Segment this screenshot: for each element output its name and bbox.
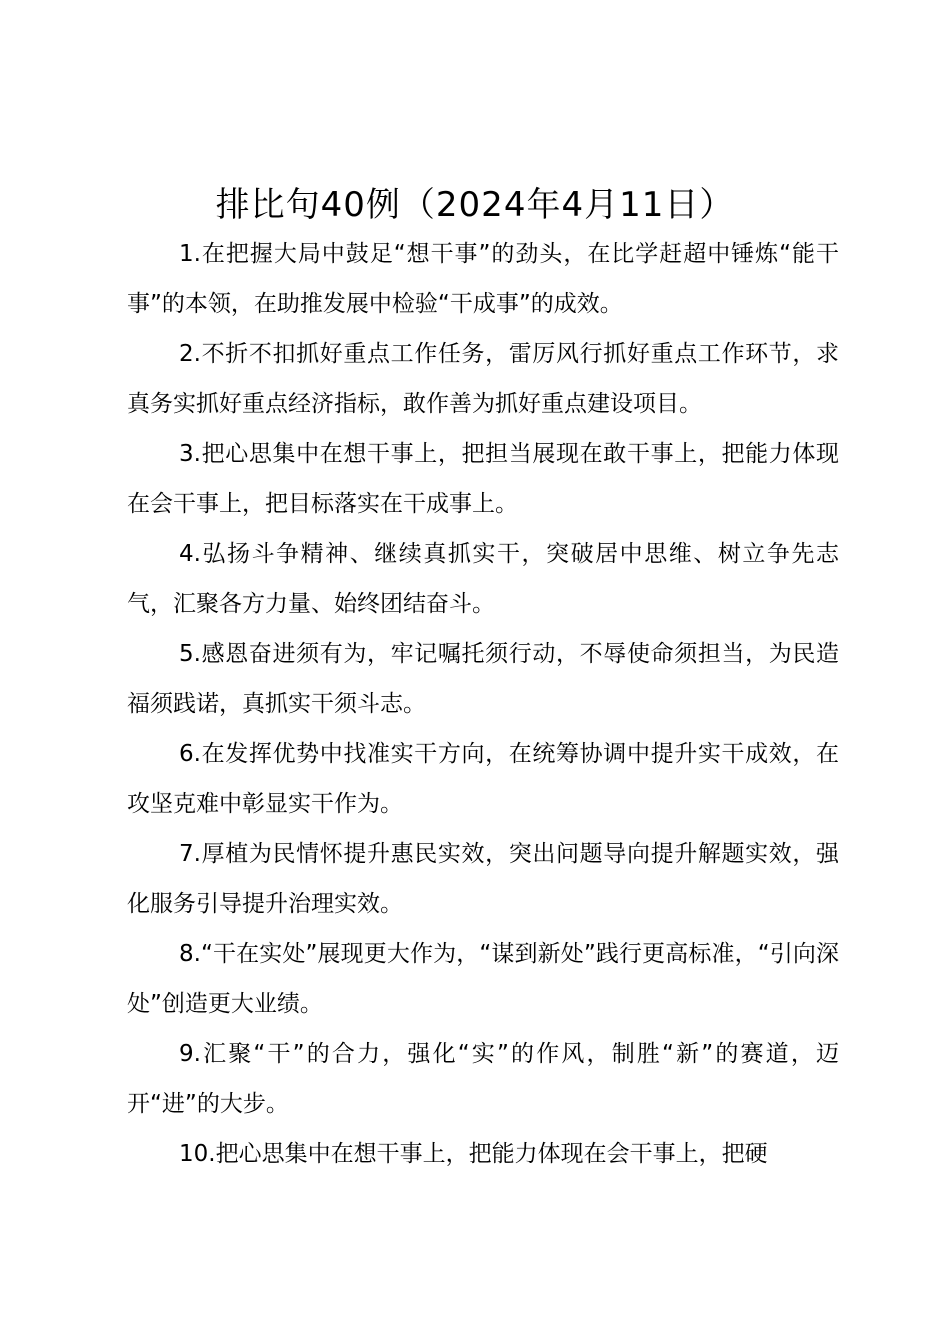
list-item-6: 6.在发挥优势中找准实干方向，在统筹协调中提升实干成效，在攻坚克难中彰显实干作为。 xyxy=(127,741,839,817)
document-body xyxy=(127,229,839,1179)
list-item-3: 3.把心思集中在想干事上，把担当展现在敢干事上，把能力体现在会干事上，把目标落实在干成事上。 xyxy=(127,441,839,517)
list-item-9: 9.汇聚“干”的合力，强化“实”的作风，制胜“新”的赛道，迈开“进”的大步。 xyxy=(127,1041,839,1117)
document-title: 排比句40例（2024年4月11日） xyxy=(215,185,735,225)
list-item-8: 8.“干在实处”展现更大作为，“谋到新处”践行更高标准，“引向深处”创造更大业绩。 xyxy=(127,941,839,1017)
list-item-4: 4.弘扬斗争精神、继续真抓实干，突破居中思维、树立争先志气，汇聚各方力量、始终团结奋斗。 xyxy=(127,541,839,617)
list-item-1: 1.在把握大局中鼓足“想干事”的劲头，在比学赶超中锤炼“能干事”的本领，在助推发展中检验“干成事”的成效。 xyxy=(127,241,839,317)
list-item-10: 10.把心思集中在想干事上，把能力体现在会干事上，把硬 xyxy=(179,1141,768,1167)
list-item-7: 7.厚植为民情怀提升惠民实效，突出问题导向提升解题实效，强化服务引导提升治理实效。 xyxy=(127,841,839,917)
list-item-5: 5.感恩奋进须有为，牢记嘱托须行动，不辱使命须担当，为民造福须践诺，真抓实干须斗志。 xyxy=(127,641,839,717)
list-item-2: 2.不折不扣抓好重点工作任务，雷厉风行抓好重点工作环节，求真务实抓好重点经济指标，敢作善为抓好重点建设项目。 xyxy=(127,341,839,417)
